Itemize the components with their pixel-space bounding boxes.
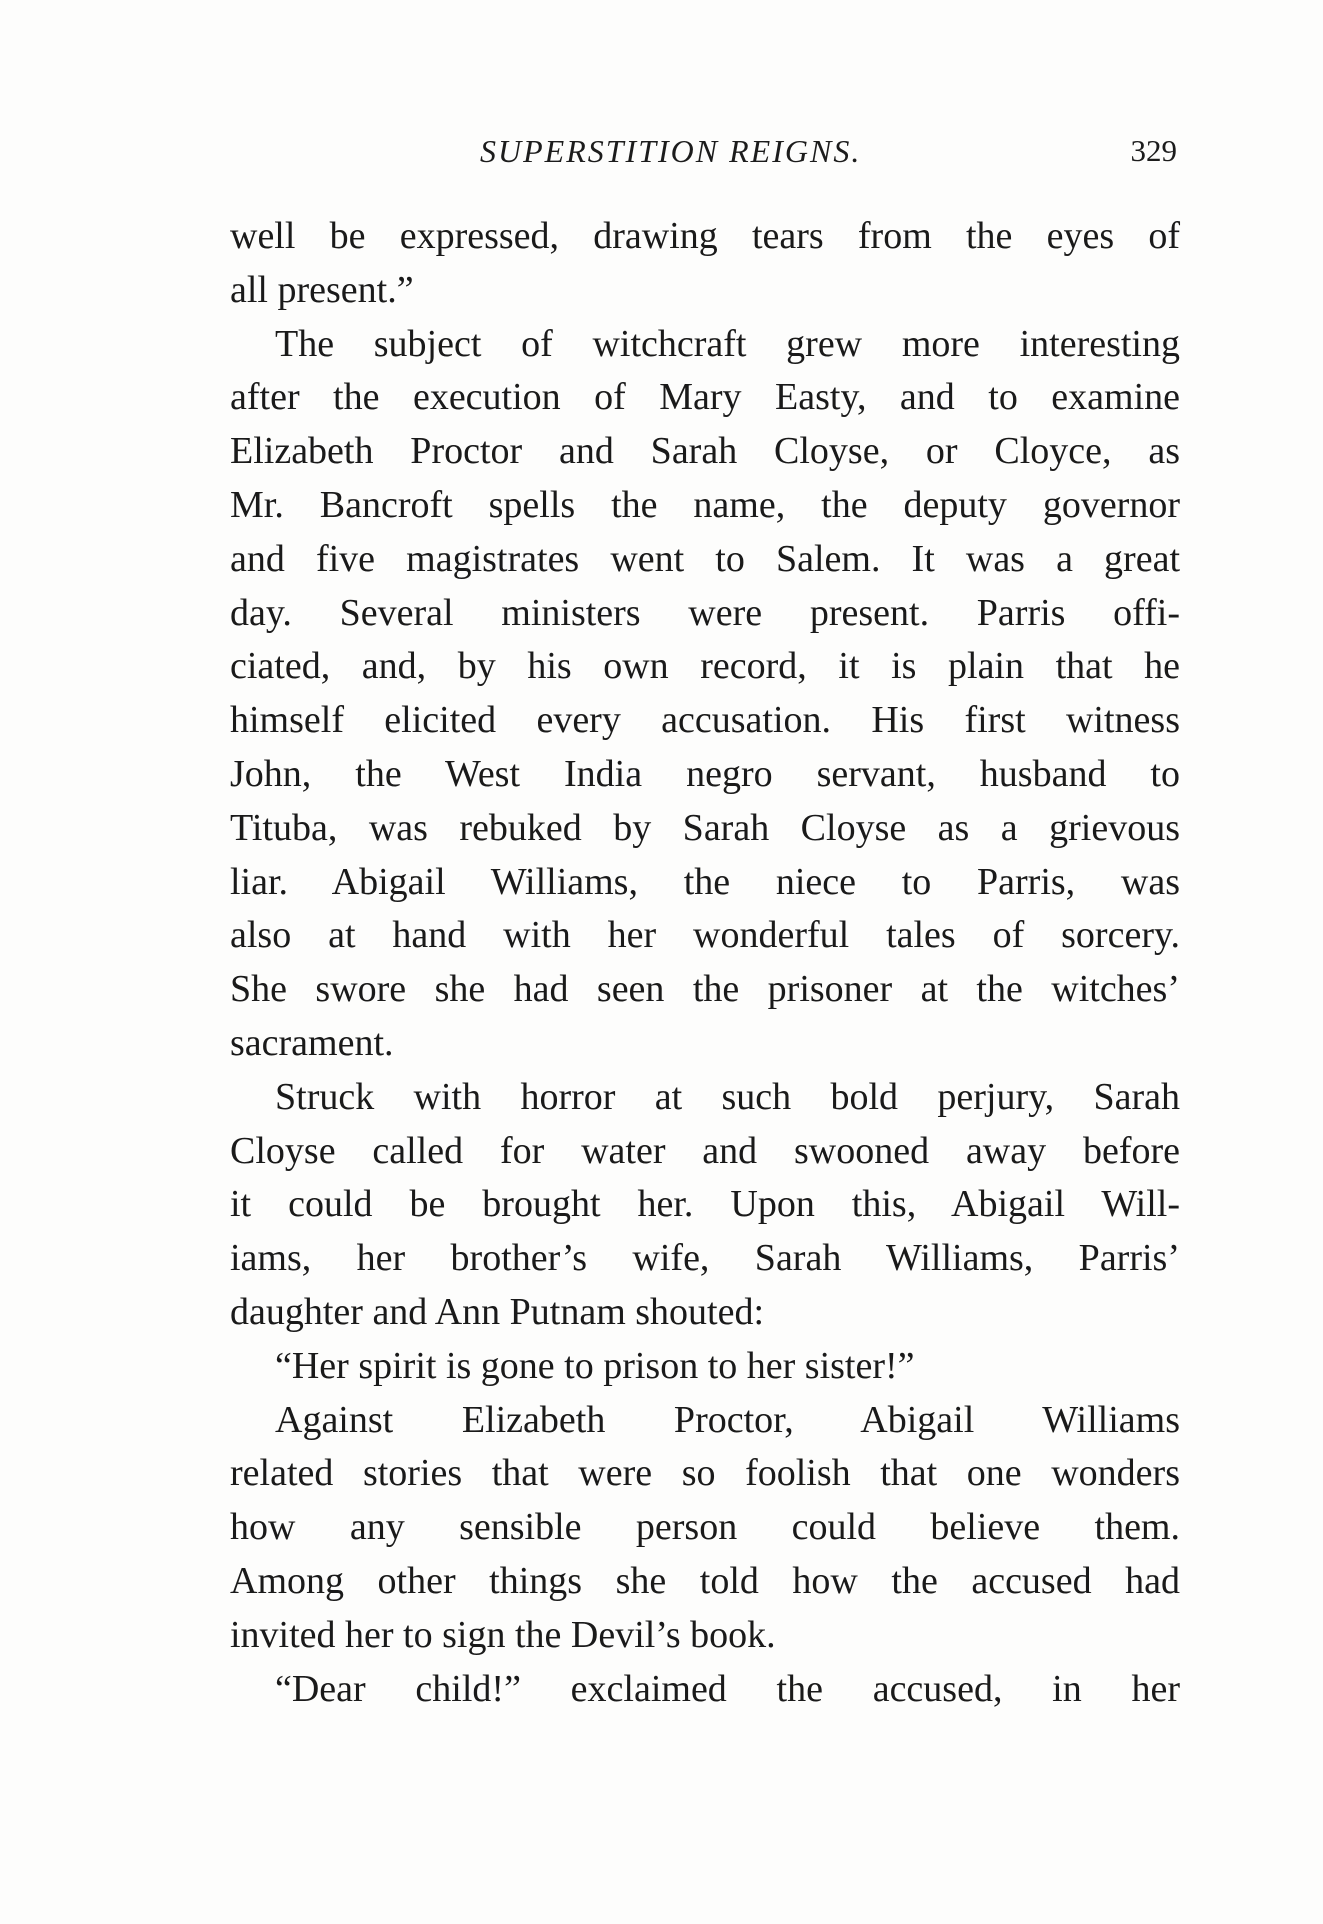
- text-line: day. Several ministers were present. Parris offi-: [230, 591, 1180, 634]
- text-line: John, the West India negro servant, husband to: [230, 752, 1180, 795]
- text-line: and five magistrates went to Salem. It was a great: [230, 537, 1180, 580]
- text-line: “Dear child!” exclaimed the accused, in her: [275, 1667, 1180, 1710]
- text-line: it could be brought her. Upon this, Abigail Will-: [230, 1183, 1180, 1226]
- text-line: ciated, and, by his own record, it is plain that he: [230, 645, 1180, 688]
- running-head: SUPERSTITION REIGNS.: [480, 133, 862, 169]
- text-line: Cloyse called for water and swooned away before: [230, 1129, 1180, 1172]
- page-number: 329: [1130, 133, 1177, 168]
- text-line: all present.”: [230, 268, 414, 311]
- text-line: well be expressed, drawing tears from the eyes of: [230, 215, 1180, 257]
- text-line: She swore she had seen the prisoner at the witches’: [230, 968, 1180, 1011]
- text-line: himself elicited every accusation. His first witness: [230, 699, 1180, 742]
- text-line: after the execution of Mary Easty, and to examine: [230, 376, 1180, 419]
- text-line: sacrament.: [230, 1021, 394, 1064]
- text-line: invited her to sign the Devil’s book.: [230, 1613, 776, 1656]
- text-line: also at hand with her wonderful tales of sorcery.: [230, 914, 1180, 957]
- text-line: related stories that were so foolish that one wonders: [230, 1452, 1180, 1495]
- text-line: Elizabeth Proctor and Sarah Cloyse, or Cloyce, as: [230, 430, 1180, 473]
- text-line: Against Elizabeth Proctor, Abigail Williams: [275, 1398, 1180, 1441]
- text-line: Tituba, was rebuked by Sarah Cloyse as a grievous: [230, 806, 1180, 849]
- text-line: how any sensible person could believe them.: [230, 1506, 1180, 1549]
- text-line: “Her spirit is gone to prison to her sister!”: [275, 1344, 915, 1387]
- body-text: [230, 210, 1180, 1716]
- page-header: [230, 133, 1185, 183]
- text-line: The subject of witchcraft grew more interesting: [275, 322, 1180, 365]
- text-line: daughter and Ann Putnam shouted:: [230, 1290, 765, 1333]
- text-line: Struck with horror at such bold perjury, Sarah: [275, 1075, 1180, 1118]
- text-line: liar. Abigail Williams, the niece to Parris, was: [230, 860, 1180, 903]
- text-line: Among other things she told how the accused had: [230, 1559, 1180, 1602]
- text-line: iams, her brother’s wife, Sarah Williams, Parris’: [230, 1237, 1180, 1280]
- text-line: Mr. Bancroft spells the name, the deputy governor: [230, 483, 1180, 526]
